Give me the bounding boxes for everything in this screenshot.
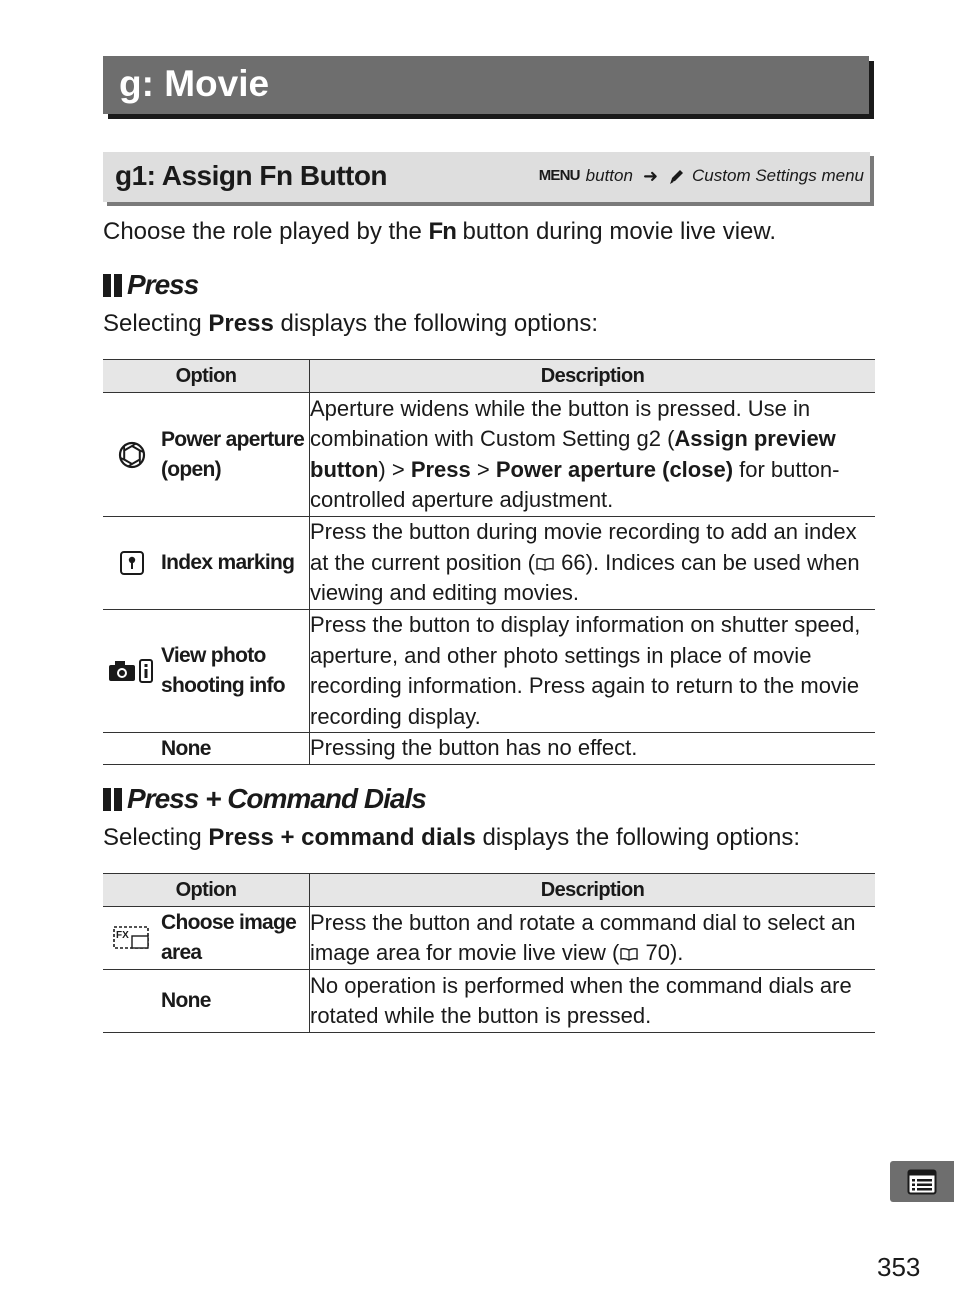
press-options-table <box>103 359 875 765</box>
col-option: Option <box>103 360 310 393</box>
arrow-icon: ➜ <box>642 166 659 186</box>
chapter-header <box>103 56 869 114</box>
intro-text: Choose the role played by the Fn button during movie live view. <box>103 218 777 245</box>
table-header-row <box>103 874 875 907</box>
camera-info-icon <box>103 658 161 684</box>
pencil-icon <box>668 167 686 185</box>
table-row <box>103 733 875 765</box>
section-header <box>103 152 870 202</box>
table-header-row <box>103 360 875 393</box>
press-lead: Selecting Press displays the following options: <box>103 310 598 337</box>
option-name: Choose image area <box>161 911 297 964</box>
table-row <box>103 610 875 733</box>
fn-button-label: Fn <box>428 218 456 245</box>
svg-text:FX: FX <box>116 930 129 941</box>
option-description: Press the button and rotate a command dial to select an image area for movie live view ( 70). <box>310 907 876 970</box>
table-row <box>103 393 875 517</box>
section-title: g1: Assign Fn Button <box>115 160 388 191</box>
menu-button-label: MENU <box>538 167 580 184</box>
option-name: Index marking <box>161 551 295 574</box>
page-number: 353 <box>877 1252 921 1282</box>
dials-options-table <box>103 873 875 1033</box>
option-description: Aperture widens while the button is pressed. Use in combination with Custom Setting g2 (Assign preview button) > Press > Power aperture (close) for button-controlled aperture adjustment. <box>310 393 876 517</box>
heading-bars-icon <box>103 788 122 811</box>
option-name: Power aperture (open) <box>161 427 305 481</box>
image-area-icon <box>103 925 161 951</box>
index-marking-icon <box>103 550 161 576</box>
press-heading: Press <box>103 268 198 302</box>
chapter-title: g: Movie <box>119 63 270 104</box>
book-icon <box>619 947 639 961</box>
book-icon <box>535 557 555 571</box>
option-name: None <box>161 736 211 760</box>
dials-lead: Selecting Press + command dials displays the following options: <box>103 824 801 851</box>
table-row <box>103 970 875 1033</box>
col-option: Option <box>103 874 310 907</box>
table-row <box>103 517 875 610</box>
option-description: Pressing the button has no effect. <box>310 733 876 765</box>
table-row <box>103 907 875 970</box>
menu-button-text: button <box>585 166 633 185</box>
option-description: No operation is performed when the command dials are rotated while the button is pressed. <box>310 970 876 1033</box>
menu-path <box>539 165 864 187</box>
col-description: Description <box>310 874 876 907</box>
menu-name: Custom Settings menu <box>692 166 864 185</box>
power-aperture-icon <box>103 440 161 470</box>
menu-guide-tab[interactable] <box>890 1161 954 1202</box>
option-description: Press the button to display information on shutter speed, aperture, and other photo settings in place of movie recording information. Press again to return to the movie recording display. <box>310 610 876 733</box>
heading-bars-icon <box>103 274 122 297</box>
option-name: View photo shooting info <box>161 644 285 697</box>
dials-heading: Press + Command Dials <box>103 782 426 816</box>
menu-list-icon <box>907 1169 937 1195</box>
col-description: Description <box>310 360 876 393</box>
option-name: None <box>161 989 211 1012</box>
option-description: Press the button during movie recording to add an index at the current position ( 66). Indices can be used when viewing and editing movies. <box>310 517 876 610</box>
